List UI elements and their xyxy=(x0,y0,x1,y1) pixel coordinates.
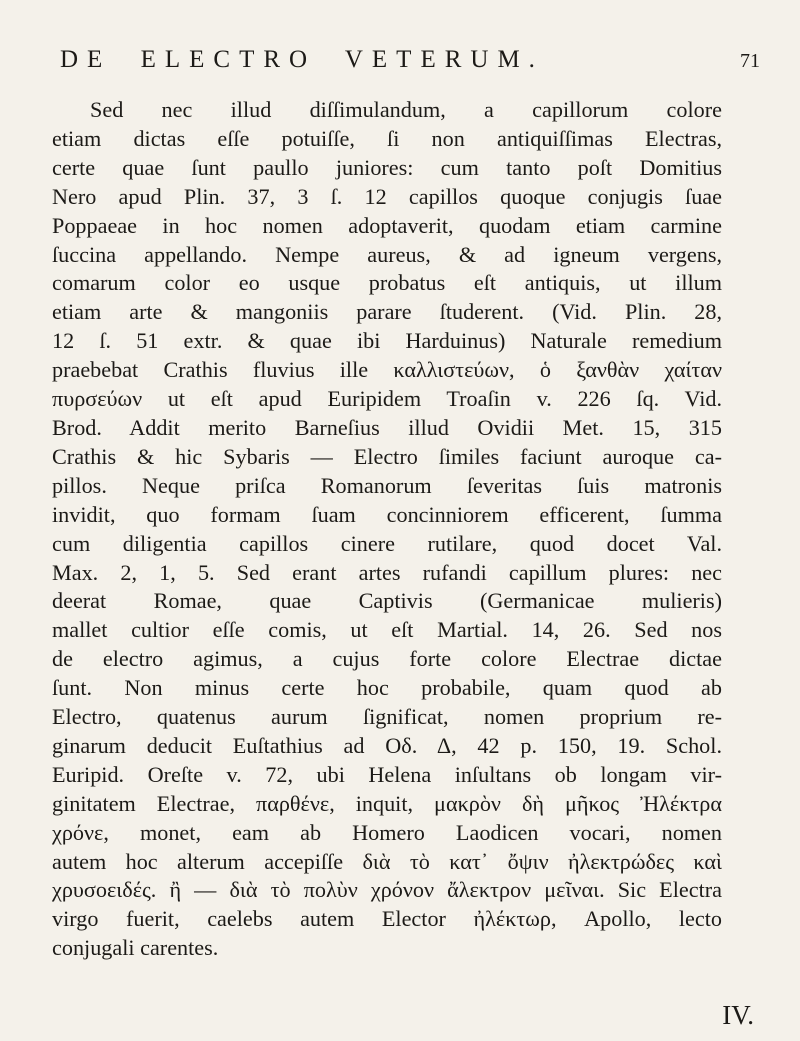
text-line: ſunt. Non minus certe hoc probabile, quam quod ab xyxy=(52,675,722,701)
running-title: DE ELECTRO VETERUM. xyxy=(60,46,544,73)
text-line: Max. 2, 1, 5. Sed erant artes rufandi capillum plures: nec xyxy=(52,559,722,585)
text-line: ginitatem Electrae, παρθένε, inquit, μακρὸν δὴ μῆκος Ἠλέκτρα xyxy=(52,790,722,816)
text-line: Poppaeae in hoc nomen adoptaverit, quodam etiam carmine xyxy=(52,212,722,238)
text-line: pillos. Neque priſca Romanorum ſeveritas ſuis matronis xyxy=(52,472,722,498)
text-line: 12 ſ. 51 extr. & quae ibi Harduinus) Naturale remedium xyxy=(52,328,722,354)
text-line: Nero apud Plin. 37, 3 ſ. 12 capillos quoque conjugis ſuae xyxy=(52,183,722,209)
text-line: conjugali carentes. xyxy=(52,935,219,961)
text-line: comarum color eo usque probatus eſt antiquis, ut illum xyxy=(52,270,722,296)
text-line: deerat Romae, quae Captivis (Germanicae mulieris) xyxy=(52,588,722,614)
text-line: de electro agimus, a cujus forte colore Electrae dictae xyxy=(52,646,722,672)
text-line: invidit, quo formam ſuam concinniorem efficerent, ſumma xyxy=(52,501,722,527)
text-line: χρυσοειδές. ἢ — διὰ τὸ πολὺν χρόνον ἄλεκτρον μεῖναι. Sic Electra xyxy=(52,877,722,903)
text-line: virgo fuerit, caelebs autem Elector ἠλέκτωρ, Apollo, lecto xyxy=(52,906,722,932)
text-line: πυρσεύων ut eſt apud Euripidem Troaſin v. 226 ſq. Vid. xyxy=(52,386,722,412)
text-line: χρόνε, monet, eam ab Homero Laodicen vocari, nomen xyxy=(52,819,722,845)
text-line: autem hoc alterum accepiſſe διὰ τὸ κατ᾽ ὄψιν ἠλεκτρώδες καὶ xyxy=(52,848,722,874)
text-line: certe quae ſunt paullo juniores: cum tanto poſt Domitius xyxy=(52,154,722,180)
page-header xyxy=(60,46,760,74)
text-line: praebebat Crathis fluvius ille καλλιστεύων, ὁ ξανθὰν χαίταν xyxy=(52,357,722,383)
text-line: Euripid. Oreſte v. 72, ubi Helena inſultans ob longam vir- xyxy=(52,761,722,787)
text-line: ſuccina appellando. Nempe aureus, & ad igneum vergens, xyxy=(52,241,722,267)
text-line: ginarum deducit Euſtathius ad Οδ. Δ, 42 p. 150, 19. Schol. xyxy=(52,732,722,758)
text-line: cum diligentia capillos cinere rutilare, quod docet Val. xyxy=(52,530,722,556)
page-number: 71 xyxy=(740,50,760,72)
text-line: Sed nec illud diſſimulandum, a capillorum colore xyxy=(90,97,722,122)
text-line: etiam dictas eſſe potuiſſe, ſi non antiquiſſimas Electras, xyxy=(52,125,722,151)
text-line: Electro, quatenus aurum ſignificat, nomen proprium re- xyxy=(52,704,722,730)
text-line: Brod. Addit merito Barneſius illud Ovidii Met. 15, 315 xyxy=(52,414,722,440)
catchword: IV. xyxy=(722,1000,754,1030)
text-line: mallet cultior eſſe comis, ut eſt Martial. 14, 26. Sed nos xyxy=(52,617,722,643)
text-line: etiam arte & mangoniis parare ſtuderent. (Vid. Plin. 28, xyxy=(52,299,722,325)
body-text xyxy=(52,96,722,963)
text-line: Crathis & hic Sybaris — Electro ſimiles faciunt auroque ca- xyxy=(52,443,722,469)
